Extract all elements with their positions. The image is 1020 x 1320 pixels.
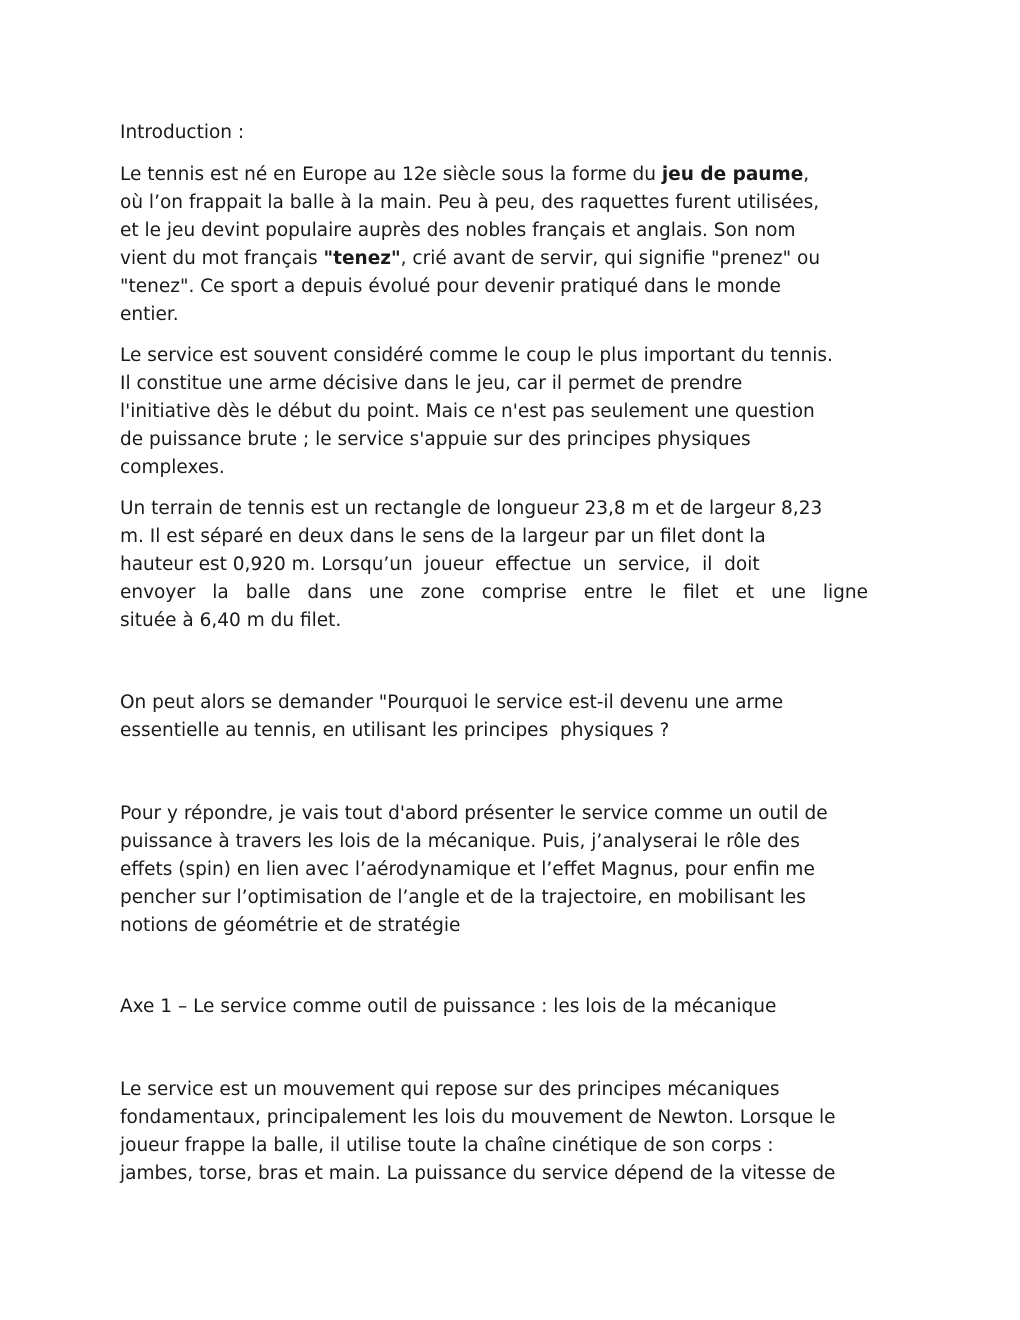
p3-word: et <box>735 582 755 603</box>
p5-line-2: puissance à travers les lois de la mécanique. Puis, j’analyserai le rôle des <box>120 831 800 852</box>
p1-line-4-text: vient du mot français <box>120 248 324 269</box>
p3-line-2: m. Il est séparé en deux dans le sens de la largeur par un filet dont la <box>120 526 766 547</box>
p3-word: ligne <box>822 582 868 603</box>
p4-line-1: On peut alors se demander "Pourquoi le service est-il devenu une arme <box>120 692 784 713</box>
p3-word: filet <box>683 582 719 603</box>
p2-line-5: complexes. <box>120 457 225 478</box>
p1-line-5: "tenez". Ce sport a depuis évolué pour devenir pratiqué dans le monde <box>120 276 781 297</box>
p3-word: balle <box>245 582 291 603</box>
p3-word: une <box>368 582 404 603</box>
p1-line-1 <box>120 163 809 187</box>
intro-heading: Introduction : <box>120 122 245 143</box>
p1-line-4 <box>120 247 820 271</box>
p3-line-5: située à 6,40 m du filet. <box>120 610 342 631</box>
p3-word: zone <box>420 582 465 603</box>
p3-word: le <box>649 582 667 603</box>
p3-word: envoyer <box>120 582 196 603</box>
p1-bold-tenez: "tenez" <box>323 248 401 269</box>
p3-line-3: hauteur est 0,920 m. Lorsqu’un joueur effectue un service, il doit <box>120 554 760 575</box>
p2-line-1: Le service est souvent considéré comme le coup le plus important du tennis. <box>120 345 833 366</box>
p2-line-3: l'initiative dès le début du point. Mais ce n'est pas seulement une question <box>120 401 815 422</box>
p3-word: dans <box>307 582 352 603</box>
p3-word: entre <box>583 582 633 603</box>
p6-line-2: fondamentaux, principalement les lois du mouvement de Newton. Lorsque le <box>120 1107 836 1128</box>
p5-line-3: effets (spin) en lien avec l’aérodynamique et l’effet Magnus, pour enfin me <box>120 859 815 880</box>
p5-line-1: Pour y répondre, je vais tout d'abord présenter le service comme un outil de <box>120 803 828 824</box>
p2-line-4: de puissance brute ; le service s'appuie sur des principes physiques <box>120 429 751 450</box>
p3-word: comprise <box>481 582 567 603</box>
p1-line-4-rest: , crié avant de servir, qui signifie "prenez" ou <box>400 248 821 269</box>
p4-line-2: essentielle au tennis, en utilisant les principes physiques ? <box>120 720 670 741</box>
p5-line-5: notions de géométrie et de stratégie <box>120 915 461 936</box>
p1-line-6: entier. <box>120 304 179 325</box>
p6-line-4: jambes, torse, bras et main. La puissance du service dépend de la vitesse de <box>120 1163 836 1184</box>
p1-line-1-comma: , <box>803 164 810 185</box>
p3-line-4 <box>120 581 868 605</box>
p1-line-1-text: Le tennis est né en Europe au 12e siècle sous la forme du <box>120 164 662 185</box>
axe1-heading: Axe 1 – Le service comme outil de puissance : les lois de la mécanique <box>120 996 777 1017</box>
p5-line-4: pencher sur l’optimisation de l’angle et de la trajectoire, en mobilisant les <box>120 887 806 908</box>
p6-line-3: joueur frappe la balle, il utilise toute la chaîne cinétique de son corps : <box>120 1135 774 1156</box>
p1-line-3: et le jeu devint populaire auprès des nobles français et anglais. Son nom <box>120 220 796 241</box>
p1-line-2: où l’on frappait la balle à la main. Peu à peu, des raquettes furent utilisées, <box>120 192 820 213</box>
p1-bold-jeu-de-paume: jeu de paume <box>661 164 804 185</box>
p3-line-1: Un terrain de tennis est un rectangle de longueur 23,8 m et de largeur 8,23 <box>120 498 823 519</box>
p2-line-2: Il constitue une arme décisive dans le jeu, car il permet de prendre <box>120 373 743 394</box>
p6-line-1: Le service est un mouvement qui repose sur des principes mécaniques <box>120 1079 780 1100</box>
p3-word: une <box>771 582 806 603</box>
p3-word: la <box>212 582 229 603</box>
